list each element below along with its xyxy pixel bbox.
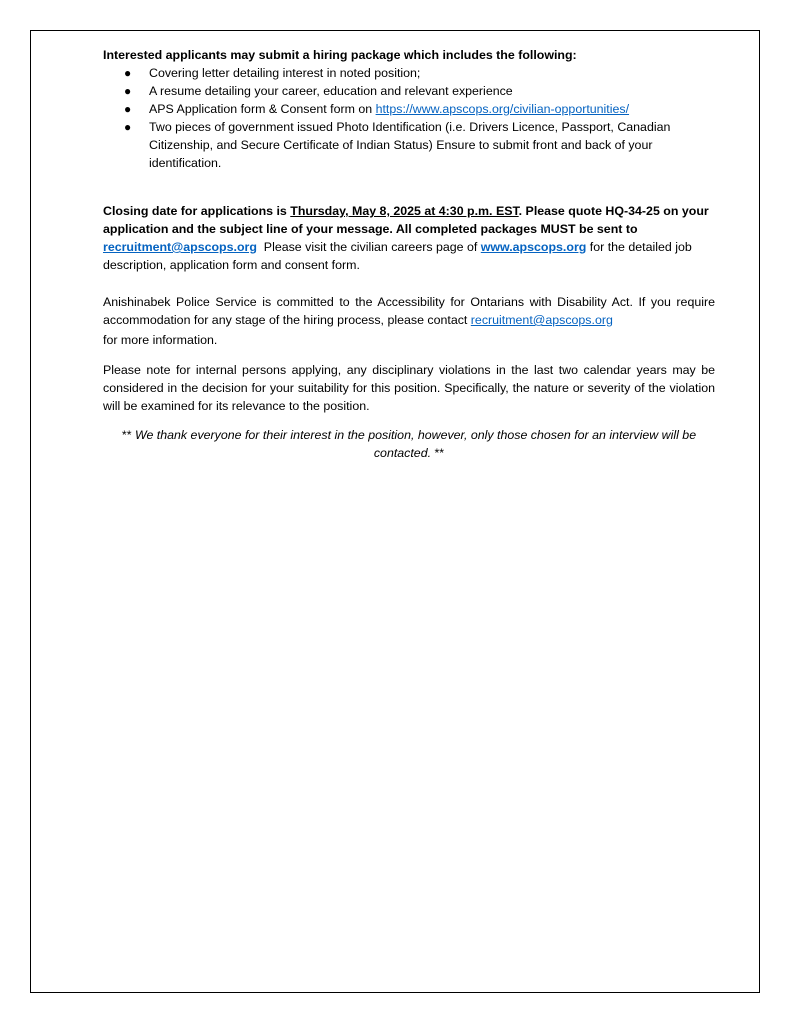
thanks-prefix: ** (121, 428, 135, 442)
accessibility-text: Anishinabek Police Service is committed to the Accessibility for Ontarians with Disability Act. If you require accommodation for any stage of the hiring process, please contact (103, 295, 715, 327)
civilian-opportunities-link[interactable]: https://www.apscops.org/civilian-opportunities/ (375, 102, 630, 116)
package-list (103, 64, 715, 172)
accessibility-paragraph (103, 293, 715, 329)
list-item-text: APS Application form & Consent form on (149, 102, 376, 116)
bullet-icon: ● (124, 102, 132, 116)
list-item (103, 82, 715, 100)
package-intro: Interested applicants may submit a hiring package which includes the following: (103, 48, 577, 62)
closing-mid: Please visit the civilian careers page of (256, 240, 481, 254)
thanks-note (103, 426, 715, 462)
list-item-text: Covering letter detailing interest in noted position; (149, 66, 421, 80)
internal-note: Please note for internal persons applying, any disciplinary violations in the last two calendar years may be considered in the decision for your suitability for this position. Specifically, the nature or severity of the violation will be examined for its relevance to the position. (103, 363, 715, 413)
accessibility-email-link[interactable]: recruitment@apscops.org (470, 313, 613, 327)
list-item-text: Two pieces of government issued Photo Identification (i.e. Drivers Licence, Passport, Canadian Citizenship, and Secure Certificate of Indian Status) Ensure to submit front and back of your identification. (149, 120, 671, 170)
accessibility-more: for more information. (103, 333, 218, 347)
bullet-icon: ● (124, 84, 132, 98)
thanks-text: We thank everyone for their interest in the position, however, only those chosen for an interview will be contacted. (135, 428, 697, 460)
closing-instructions: . Please quote HQ-34-25 on your application and the subject line of your message. All completed packages MUST be sent to (103, 204, 709, 236)
list-item (103, 118, 715, 172)
bullet-icon: ● (124, 120, 132, 134)
closing-tail: for the detailed job description, application form and consent form. (103, 240, 692, 272)
list-item (103, 64, 715, 82)
document-body (103, 46, 715, 462)
recruitment-email-link[interactable]: recruitment@apscops.org (103, 240, 257, 254)
closing-lead: Closing date for applications is (103, 204, 291, 218)
website-link[interactable]: www.apscops.org (480, 240, 587, 254)
bullet-icon: ● (124, 66, 132, 80)
thanks-suffix: ** (431, 446, 445, 460)
list-item (103, 100, 715, 118)
closing-date: Thursday, May 8, 2025 at 4:30 p.m. EST (290, 204, 519, 218)
closing-paragraph (103, 202, 715, 274)
list-item-text: A resume detailing your career, education and relevant experience (149, 84, 513, 98)
